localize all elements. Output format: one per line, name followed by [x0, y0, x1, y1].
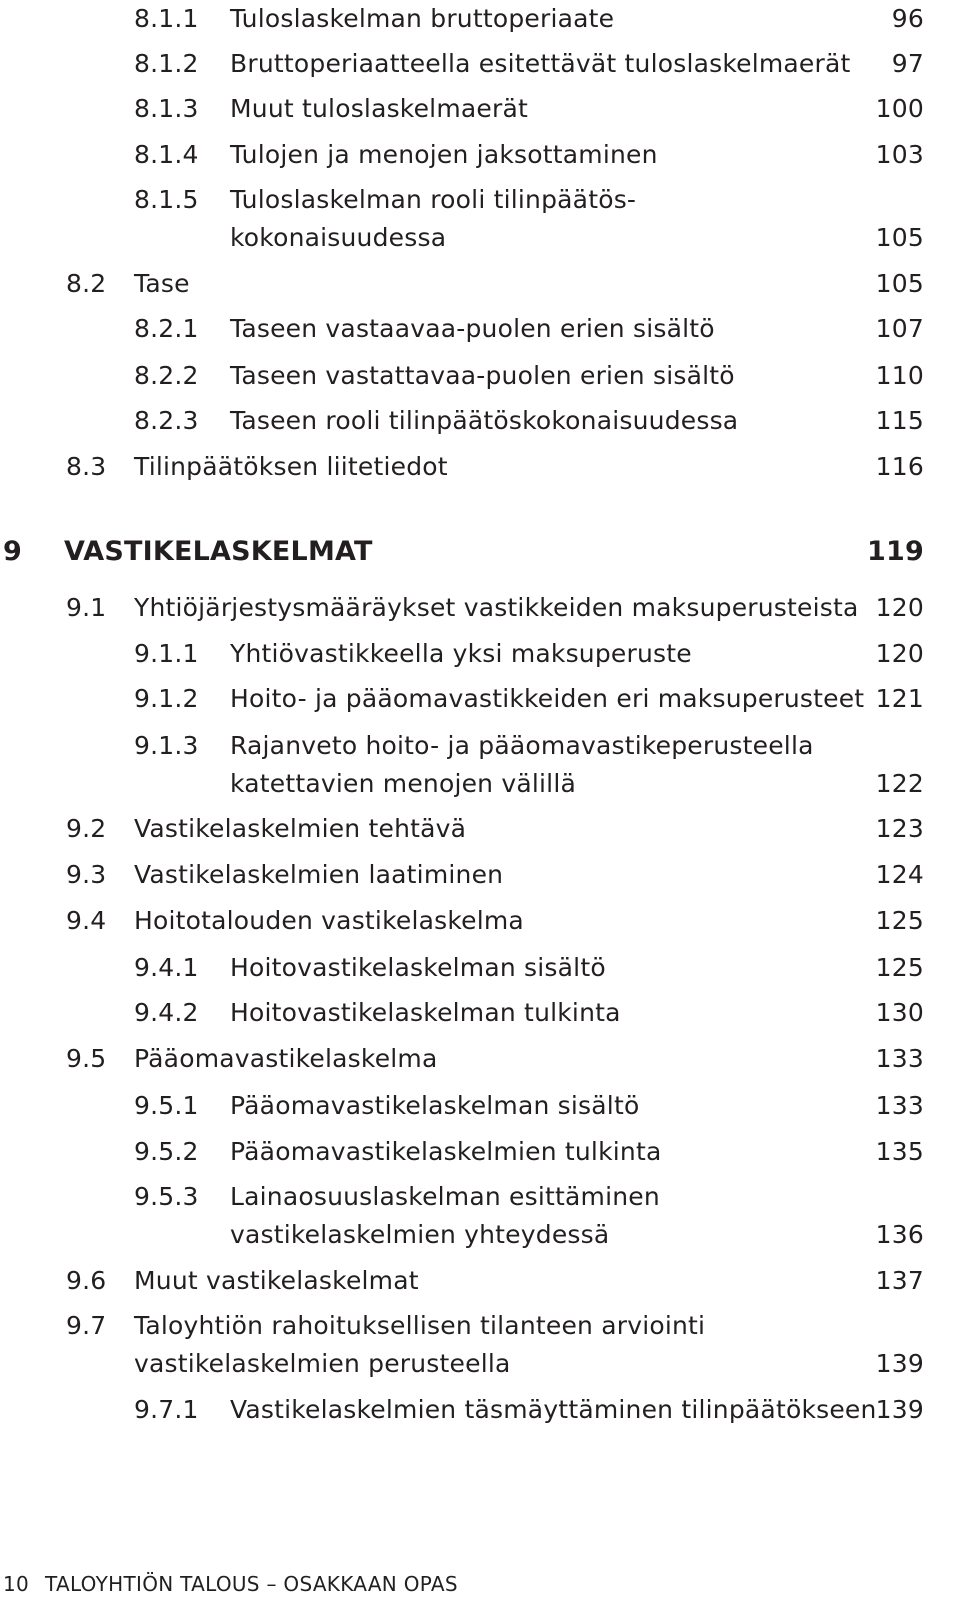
toc-entry-page-number: 130 — [875, 998, 924, 1027]
toc-entry-title-line: Taseen vastaavaa-puolen erien sisältö — [230, 314, 715, 343]
toc-entry-title — [230, 994, 621, 1032]
toc-entry-page-number: 133 — [875, 1044, 924, 1073]
toc-entry-title — [134, 1040, 438, 1078]
toc-entry-title — [230, 357, 735, 395]
toc-entry-page-number: 97 — [891, 49, 924, 78]
toc-entry-page-number: 120 — [875, 639, 924, 668]
toc-entry-page-number: 119 — [867, 536, 924, 567]
toc-entry-page-number: 100 — [875, 94, 924, 123]
toc-entry-title — [230, 1133, 661, 1171]
toc-entry-page-number: 135 — [875, 1137, 924, 1166]
footer-book-title: TALOYHTIÖN TALOUS – OSAKKAAN OPAS — [45, 1572, 458, 1596]
toc-entry-page-number: 105 — [875, 223, 924, 252]
toc-entry-number: 8.1.5 — [134, 185, 199, 214]
toc-entry-title — [230, 45, 851, 83]
toc-entry-page-number: 96 — [891, 4, 924, 33]
toc-entry-title — [134, 265, 190, 303]
toc-entry-number: 9.3 — [66, 860, 107, 889]
toc-entry-title-line: Tilinpäätöksen liitetiedot — [134, 452, 448, 481]
toc-entry-page-number: 125 — [875, 953, 924, 982]
toc-entry-title — [134, 902, 524, 940]
toc-entry-title — [134, 589, 859, 627]
toc-entry-title — [134, 1262, 419, 1300]
toc-entry-number: 9 — [3, 536, 22, 567]
toc-entry-number: 9.1 — [66, 593, 107, 622]
toc-entry-title — [230, 1178, 660, 1254]
toc-entry-title-line: Yhtiövastikkeella yksi maksuperuste — [230, 639, 692, 668]
toc-entry-title-line: Vastikelaskelmien täsmäyttäminen tilinpäätökseen — [230, 1395, 877, 1424]
toc-entry-title — [134, 856, 503, 894]
toc-entry-number: 9.5.3 — [134, 1182, 199, 1211]
toc-entry-title-line: Hoito- ja pääomavastikkeiden eri maksuperusteet — [230, 684, 865, 713]
toc-entry-title-line: Tuloslaskelman rooli tilinpäätös- — [230, 185, 637, 214]
toc-entry-title-line: Pääomavastikelaskelmien tulkinta — [230, 1137, 662, 1166]
toc-entry-number: 9.1.3 — [134, 731, 199, 760]
toc-entry-page-number: 120 — [875, 593, 924, 622]
toc-entry-page-number: 137 — [875, 1266, 924, 1295]
toc-entry-page-number: 123 — [875, 814, 924, 843]
toc-entry-number: 8.2 — [66, 269, 107, 298]
toc-entry-title-line: Muut tuloslaskelmaerät — [230, 94, 528, 123]
toc-entry-number: 8.2.3 — [134, 406, 199, 435]
toc-entry-page-number: 124 — [875, 860, 924, 889]
toc-entry-title-line: Pääomavastikelaskelma — [134, 1044, 438, 1073]
toc-entry-number: 8.1.1 — [134, 4, 199, 33]
toc-entry-number: 8.1.3 — [134, 94, 199, 123]
toc-entry-title-line: Taseen rooli tilinpäätöskokonaisuudessa — [230, 406, 739, 435]
toc-entry-number: 9.5.2 — [134, 1137, 199, 1166]
toc-entry-page-number: 103 — [875, 140, 924, 169]
toc-entry-number: 9.7.1 — [134, 1395, 199, 1424]
toc-entry-number: 9.1.2 — [134, 684, 199, 713]
toc-entry-title — [230, 136, 658, 174]
toc-entry-page-number: 139 — [875, 1349, 924, 1378]
toc-entry-page-number: 115 — [875, 406, 924, 435]
toc-entry-title-line: Lainaosuuslaskelman esittäminen — [230, 1182, 660, 1211]
toc-entry-title — [230, 680, 864, 718]
toc-entry-number: 9.6 — [66, 1266, 107, 1295]
toc-entry-title — [230, 310, 715, 348]
toc-entry-title-line: vastikelaskelmien yhteydessä — [230, 1220, 610, 1249]
toc-entry-title-line: Vastikelaskelmien tehtävä — [134, 814, 467, 843]
toc-entry-page-number: 122 — [875, 769, 924, 798]
toc-entry-title — [230, 90, 528, 128]
toc-entry-title-line: Hoitovastikelaskelman sisältö — [230, 953, 606, 982]
toc-entry-title-line: katettavien menojen välillä — [230, 769, 576, 798]
toc-entry-number: 8.2.1 — [134, 314, 199, 343]
toc-entry-title-line: Muut vastikelaskelmat — [134, 1266, 419, 1295]
toc-entry-title — [134, 1307, 705, 1383]
toc-entry-title-line: Tase — [134, 269, 190, 298]
toc-entry-title — [230, 727, 814, 803]
toc-entry-number: 9.4.2 — [134, 998, 199, 1027]
toc-entry-number: 9.1.1 — [134, 639, 199, 668]
toc-entry-title-line: Taloyhtiön rahoituksellisen tilanteen arviointi — [134, 1311, 706, 1340]
toc-entry-title-line: Tuloslaskelman bruttoperiaate — [230, 4, 615, 33]
toc-entry-title — [230, 1087, 639, 1125]
toc-entry-title-line: Tulojen ja menojen jaksottaminen — [230, 140, 658, 169]
toc-entry-title — [64, 533, 373, 571]
toc-entry-title — [230, 402, 738, 440]
page-footer — [3, 1568, 458, 1600]
toc-entry-title — [134, 810, 466, 848]
toc-entry-title-line: Taseen vastattavaa-puolen erien sisältö — [230, 361, 735, 390]
toc-entry-title — [230, 949, 606, 987]
toc-entry-title — [230, 1391, 877, 1429]
toc-entry-number: 9.5.1 — [134, 1091, 199, 1120]
toc-entry-page-number: 121 — [875, 684, 924, 713]
toc-entry-number: 9.4.1 — [134, 953, 199, 982]
toc-entry-title-line: Vastikelaskelmien laatiminen — [134, 860, 504, 889]
toc-entry-number: 9.4 — [66, 906, 107, 935]
toc-entry-number: 9.2 — [66, 814, 107, 843]
toc-entry-number: 8.2.2 — [134, 361, 199, 390]
toc-entry-page-number: 116 — [875, 452, 924, 481]
toc-entry-page-number: 125 — [875, 906, 924, 935]
toc-entry-number: 8.3 — [66, 452, 107, 481]
toc-entry-title-line: VASTIKELASKELMAT — [64, 536, 373, 567]
toc-entry-page-number: 110 — [875, 361, 924, 390]
toc-entry-title-line: Bruttoperiaatteella esitettävät tuloslaskelmaerät — [230, 49, 851, 78]
toc-entry-title-line: Hoitotalouden vastikelaskelma — [134, 906, 524, 935]
footer-page-number: 10 — [3, 1572, 30, 1596]
toc-entry-title-line: Rajanveto hoito- ja pääomavastikeperusteella — [230, 731, 814, 760]
toc-entry-title-line: Pääomavastikelaskelman sisältö — [230, 1091, 640, 1120]
toc-entry-page-number: 105 — [875, 269, 924, 298]
toc-entry-number: 9.5 — [66, 1044, 107, 1073]
toc-entry-page-number: 107 — [875, 314, 924, 343]
toc-entry-number: 9.7 — [66, 1311, 107, 1340]
toc-entry-number: 8.1.2 — [134, 49, 199, 78]
toc-entry-title-line: Hoitovastikelaskelman tulkinta — [230, 998, 621, 1027]
toc-entry-page-number: 139 — [875, 1395, 924, 1424]
toc-entry-title-line: vastikelaskelmien perusteella — [134, 1349, 511, 1378]
toc-entry-title — [230, 181, 636, 257]
toc-entry-title-line: Yhtiöjärjestysmääräykset vastikkeiden maksuperusteista — [134, 593, 859, 622]
toc-entry-title — [230, 635, 692, 673]
toc-entry-title — [134, 448, 448, 486]
toc-entry-title — [230, 0, 614, 38]
toc-entry-number: 8.1.4 — [134, 140, 199, 169]
toc-entry-page-number: 136 — [875, 1220, 924, 1249]
toc-entry-page-number: 133 — [875, 1091, 924, 1120]
toc-entry-title-line: kokonaisuudessa — [230, 223, 447, 252]
